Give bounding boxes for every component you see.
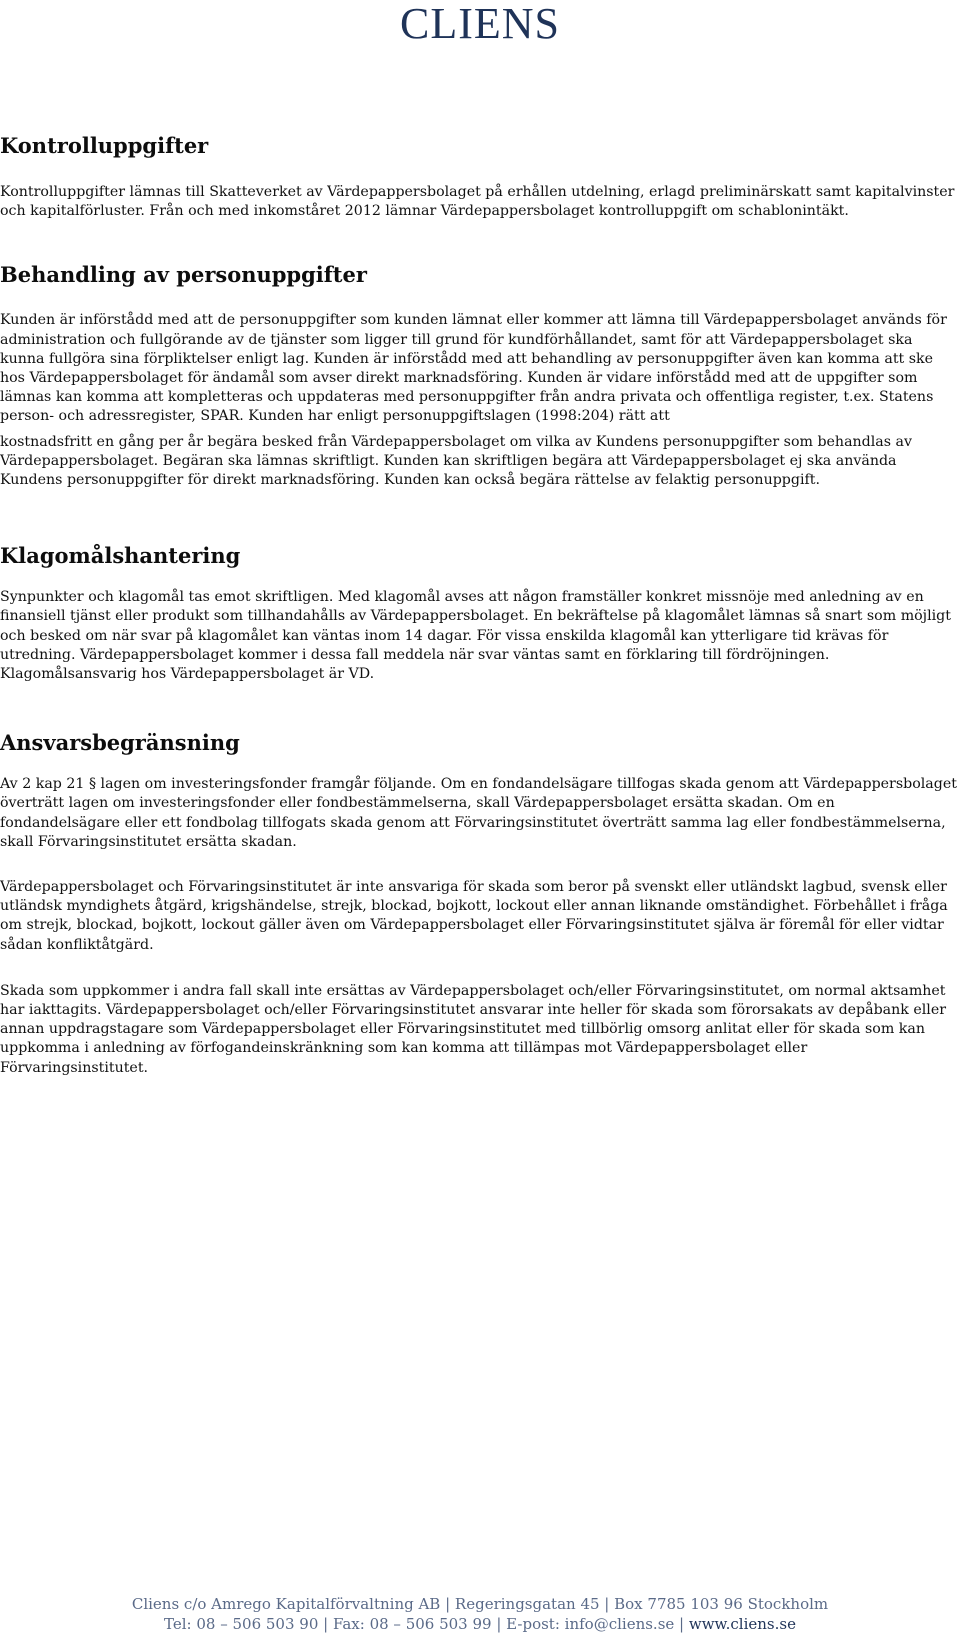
section-body-kontrolluppgifter: Kontrolluppgifter lämnas till Skatteverket av Värdepappersbolaget på erhållen utdelning, erlagd preliminärskatt samt kapitalvinster och kapitalförluster. Från och med inkomståret 2012 lämnar Värdepappersbolaget kontrolluppgift om schablonintäkt. [0, 184, 955, 220]
section-title-personuppgifter: Behandling av personuppgifter [0, 262, 367, 288]
footer-website-link[interactable]: www.cliens.se [688, 1615, 796, 1633]
section-paragraph-personuppgifter-1: Kunden är införstådd med att de personuppgifter som kunden lämnat eller kommer att lämna till Värdepappersbolaget används för administration och fullgörande av de tjänster som ligger till grund för kundförhållandet, samt för att Värdepappersbolaget ska kunna fullgöra sina förpliktelser enligt lag. Kunden är införstådd med att behandling av personuppgifter även kan komma att ske hos Värdepappersbolaget för ändamål som avser direkt marknadsföring. Kunden är vidare införstådd med att de uppgifter som lämnas kan komma att kompletteras och uppdateras med personuppgifter från andra privata och offentliga register, t.ex. Statens person- och adressregister, SPAR. Kunden har enligt personuppgiftslagen (1998:204) rätt att [0, 312, 947, 425]
cliens-logo: CLIENS [400, 0, 560, 48]
section-title-kontrolluppgifter: Kontrolluppgifter [0, 133, 209, 158]
footer-contact [0, 1614, 960, 1634]
footer-address: Cliens c/o Amrego Kapitalförvaltning AB | Regeringsgatan 45 | Box 7785 103 96 Stockholm [131, 1595, 829, 1613]
page-footer [0, 1594, 960, 1634]
section-paragraph-ansvar-1: Av 2 kap 21 § lagen om investeringsfonder framgår följande. Om en fondandelsägare tillfogas skada genom att Värdepappersbolaget överträtt lagen om investeringsfonder eller fondbestämmelserna, skall Värdepappersbolaget ersätta skadan. Om en fondandelsägare eller ett fondbolag tillfogats skada genom att Förvaringsinstitutet överträtt samma lag eller fondbestämmelserna, skall Förvaringsinstitutet ersätta skadan. [0, 776, 957, 850]
section-paragraph-ansvar-2: Värdepappersbolaget och Förvaringsinstitutet är inte ansvariga för skada som beror på svenskt eller utländskt lagbud, svensk eller utländsk myndighets åtgärd, krigshändelse, strejk, blockad, bojkott, lockout eller annan liknande omständighet. Förbehållet i fråga om strejk, blockad, bojkott, lockout gäller även om Värdepappersbolaget eller Förvaringsinstitutet själva är föremål för eller vidtar sådan konfliktåtgärd. [0, 879, 948, 953]
footer-contact-details: Tel: 08 – 506 503 90 | Fax: 08 – 506 503 99 | E-post: info@cliens.se | [164, 1615, 689, 1633]
section-title-ansvarsbegransning: Ansvarsbegränsning [0, 730, 240, 756]
section-title-klagomalshantering: Klagomålshantering [0, 543, 241, 569]
document-body [0, 132, 958, 1078]
section-body-klagomalshantering: Synpunkter och klagomål tas emot skriftligen. Med klagomål avses att någon framställer konkret missnöje med anledning av en finansiell tjänst eller produkt som tillhandahålls av Värdepappersbolaget. En bekräftelse på klagomålet lämnas så snart som möjligt och besked om när svar på klagomålet kan väntas inom 14 dagar. För vissa enskilda klagomål kan ytterligare tid krävas för utredning. Värdepappersbolaget kommer i dessa fall meddela när svar väntas samt en förklaring till fördröjningen. Klagomålsansvarig hos Värdepappersbolaget är VD. [0, 589, 951, 683]
section-paragraph-personuppgifter-2: kostnadsfritt en gång per år begära besked från Värdepappersbolaget om vilka av Kundens personuppgifter som behandlas av Värdepappersbolaget. Begäran ska lämnas skriftligt. Kunden kan skriftligen begära att Värdepappersbolaget ej ska använda Kundens personuppgifter för direkt marknadsföring. Kunden kan också begära rättelse av felaktig personuppgift. [0, 433, 913, 489]
section-paragraph-ansvar-3: Skada som uppkommer i andra fall skall inte ersättas av Värdepappersbolaget och/eller Förvaringsinstitutet, om normal aktsamhet har iakttagits. Värdepappersbolaget och/eller Förvaringsinstitutet ansvarar inte heller för skada som förorsakats av depåbank eller annan uppdragstagare som Värdepappersbolaget eller Förvaringsinstitutet med tillbörlig omsorg anlitat eller för skada som kan uppkomma i anledning av förfogandeinskränkning som kan komma att tillämpas mot Värdepappersbolaget eller Förvaringsinstitutet. [0, 982, 947, 1076]
